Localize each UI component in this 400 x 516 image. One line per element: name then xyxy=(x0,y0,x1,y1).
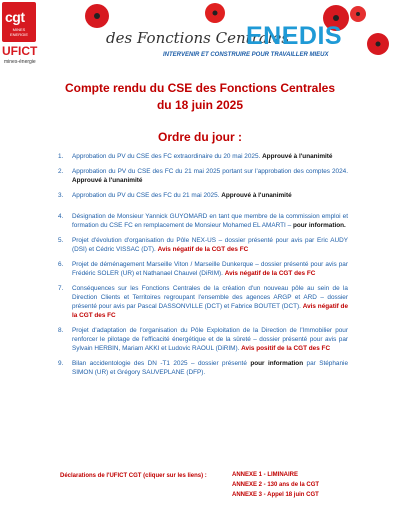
agenda-item: 7. Conséquences sur les Fonctions Centrales de la création d'un nouveau pôle au sein de la Direction Clients et Territoires regroupant l'ensemble des agences ARGP et ARD – dossier présenté pour avis par Pascal DASSONVILLE (DCT) et Fabrice BOUTET (DCT). Avis négatif de la CGT des FC xyxy=(58,285,348,319)
cgt-logo xyxy=(2,2,36,42)
agenda-item: 1. Approbation du PV du CSE des FC extraordinaire du 20 mai 2025. Approuvé à l'unanimité xyxy=(58,153,333,160)
annex-3-link[interactable]: ANNEXE 3 - Appel 18 juin CGT xyxy=(232,492,319,498)
agenda-item: 4. Désignation de Monsieur Yannick GUYOMARD en tant que membre de la commission emploi et formation du CSE FC en remplacement de Monsieur Mohamed EL AMARTI – pour information. xyxy=(58,213,348,229)
agenda-list xyxy=(58,152,348,377)
agenda-heading: Ordre du jour : xyxy=(158,130,242,144)
annex-2-link[interactable]: ANNEXE 2 - 130 ans de la CGT xyxy=(232,482,320,488)
agenda-item: 9. Bilan accidentologie des DN -T1 2025 – dossier présenté pour information par Stéphanie SIMON (UR) et Grégory SAUVEPLANE (DFP). xyxy=(58,360,348,376)
agenda-item: 3. Approbation du PV du CSE des FC du 21 mai 2025. Approuvé à l'unanimité xyxy=(58,192,292,199)
title-line-2: du 18 juin 2025 xyxy=(156,98,244,112)
ufict-label: UFICT xyxy=(2,44,38,58)
agenda-item: 2. Approbation du PV du CSE des FC du 21 mai 2025 portant sur l'approbation des comptes 2024. Approuvé à l'unanimité xyxy=(58,168,348,184)
banner-title: des Fonctions Centrales xyxy=(106,29,290,47)
poppy-flower-icon xyxy=(200,0,230,26)
banner-tagline: INTERVENIR ET CONSTRUIRE POUR TRAVAILLER MIEUX xyxy=(163,52,329,58)
poppy-flower-icon xyxy=(80,2,114,32)
annex-1-link[interactable]: ANNEXE 1 - LIMINAIRE xyxy=(232,472,299,478)
agenda-item: 5. Projet d'évolution d'organisation du Pôle NEX-US – dossier présenté pour avis par Eric AUDY (DSI) et Cédric VISSAC (DT). Avis négatif de la CGT des FC xyxy=(58,237,348,253)
enedis-logo: ENEDIS xyxy=(246,22,343,50)
ufict-sub-label: mines-énergie xyxy=(4,59,36,65)
declarations-label: Déclarations de l'UFICT CGT (cliquer sur les liens) : xyxy=(60,473,207,479)
document-title xyxy=(0,80,400,114)
poppy-flower-icon xyxy=(360,30,398,60)
header-banner xyxy=(0,0,400,74)
agenda-item: 6. Projet de déménagement Marseille Viton / Marseille Dunkerque – dossier présenté pour avis par Frédéric SOLER (UR) et Nathanael Chauvel (DiRIM). Avis négatif de la CGT des FC xyxy=(58,261,348,277)
title-line-1: Compte rendu du CSE des Fonctions Centrales xyxy=(64,81,336,95)
cgt-logo-subtext: MINES ENERGIE xyxy=(9,27,28,37)
agenda-item: 8. Projet d'adaptation de l'organisation du Pôle Exploitation de la Direction de l'Immobilier pour renforcer le pilotage de l'efficacité énergétique et de la sûreté – dossier présenté pour avis par Sylvain HERBIN, Mariam AKKI et Ludovic RAOUL (DiRIM). Avis positif de la CGT des FC xyxy=(58,327,348,352)
cgt-logo-text: cgt xyxy=(5,9,25,25)
